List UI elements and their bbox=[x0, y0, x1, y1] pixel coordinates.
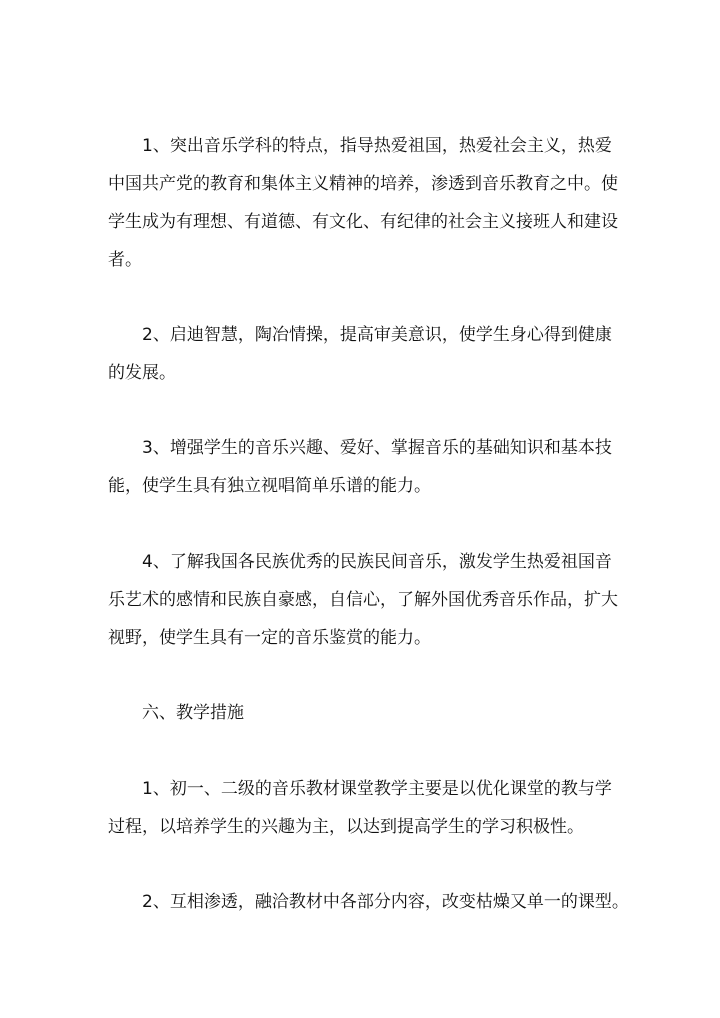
paragraph-4-line-2: 乐艺术的感情和民族自豪感，自信心，了解外国优秀音乐作品，扩大 bbox=[108, 590, 618, 610]
paragraph-2-line-1: 2、启迪智慧，陶冶情操，提高审美意识，使学生身心得到健康 bbox=[142, 325, 612, 345]
paragraph-5-line-1: 1、初一、二级的音乐教材课堂教学主要是以优化课堂的教与学 bbox=[142, 779, 612, 799]
section-heading-teaching-measures: 六、教学措施 bbox=[142, 703, 244, 723]
paragraph-5-line-2: 过程，以培养学生的兴趣为主，以达到提高学生的学习积极性。 bbox=[108, 817, 584, 837]
paragraph-1-line-1: 1、突出音乐学科的特点，指导热爱祖国，热爱社会主义，热爱 bbox=[142, 136, 612, 156]
paragraph-3-line-2: 能，使学生具有独立视唱简单乐谱的能力。 bbox=[108, 476, 431, 496]
paragraph-1-line-3: 学生成为有理想、有道德、有文化、有纪律的社会主义接班人和建设 bbox=[108, 212, 618, 232]
paragraph-6-line-1: 2、互相渗透，融洽教材中各部分内容，改变枯燥又单一的课型。 bbox=[142, 892, 629, 912]
paragraph-1-line-4: 者。 bbox=[108, 250, 142, 270]
paragraph-2-line-2: 的发展。 bbox=[108, 363, 176, 383]
paragraph-4-line-1: 4、了解我国各民族优秀的民族民间音乐，激发学生热爱祖国音 bbox=[142, 552, 612, 572]
paragraph-3-line-1: 3、增强学生的音乐兴趣、爱好、掌握音乐的基础知识和基本技 bbox=[142, 438, 612, 458]
paragraph-4-line-3: 视野，使学生具有一定的音乐鉴赏的能力。 bbox=[108, 628, 431, 648]
paragraph-1-line-2: 中国共产党的教育和集体主义精神的培养，渗透到音乐教育之中。使 bbox=[108, 174, 618, 194]
